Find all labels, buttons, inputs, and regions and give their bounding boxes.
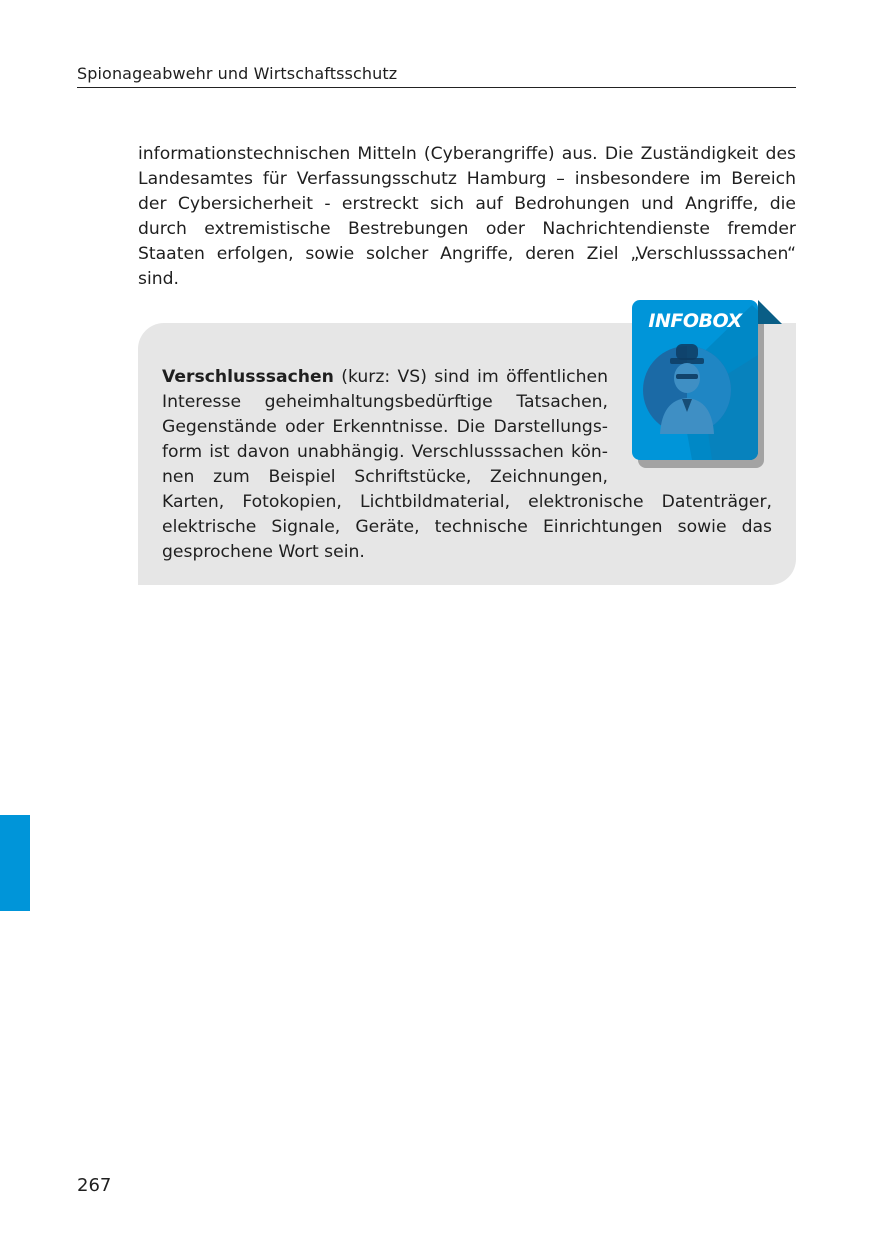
running-header: Spionageabwehr und Wirtschaftsschutz [77,64,796,88]
body-paragraph: informationstechnischen Mitteln (Cyberangriffe) aus. Die Zuständigkeit des Landesamtes für Verfassungsschutz Hamburg – insbesondere im Bereich der Cybersicherheit - erstreckt sich auf Bedrohungen und Angriffe, die durch extremistische Bestrebungen oder Nachrichtendienste fremder Staaten erfolgen, sowie solcher Angriffe, deren Ziel „Verschlusssachen“ sind. [138,144,796,289]
infobox-term: Verschlusssachen [162,367,334,387]
infobox-definition: (kurz: VS) sind im öffentlichen Interesse geheimhaltungsbedürftige Tatsachen, Gegenstände oder Erkenntnisse. Die Darstellungsform ist davon unabhängig. Verschlusssachen können zum Beispiel Schriftstücke, Zeichnungen, Karten, Fotokopien, Lichtbildmaterial, elektronische Datenträger, elektrische Signale, Geräte, technische Einrichtungen sowie das gesprochene Wort sein. [162,367,772,562]
chapter-side-tab [0,815,30,911]
infobox-badge-label: INFOBOX [648,310,742,332]
page-number: 267 [77,1175,112,1196]
